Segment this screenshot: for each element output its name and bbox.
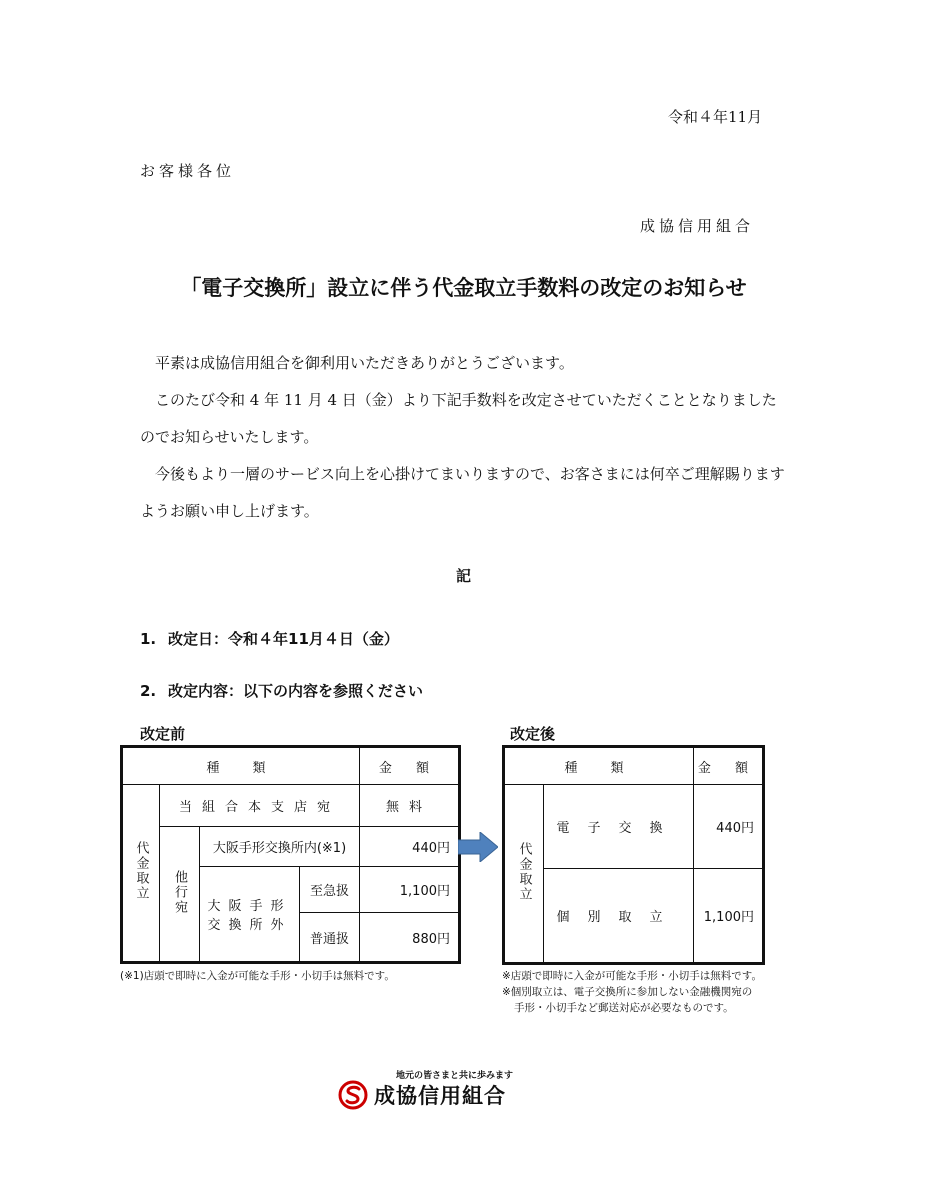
before-caption: 改定前 [140,725,186,743]
company-logo [338,1068,558,1113]
body-paragraph-1: 平素は成協信用組合を御利用いただきありがとうございます。 [155,354,574,372]
row-osaka-out: 大阪手形交換所外 [200,867,300,963]
fee-electronic: 440円 [694,785,764,869]
fee-table-before [120,745,461,964]
row-own-bank: 当組合本支店宛 [160,785,360,827]
note-before: (※1)店頭で即時に入金が可能な手形・小切手は無料です。 [120,970,395,982]
item-revision-content: 2. 改定内容：以下の内容を参照ください [140,682,424,700]
note-after [502,968,762,1016]
note-after-3: 手形・小切手など郵送対応が必要なものです。 [514,1002,734,1014]
arrow-right-icon [458,832,498,862]
note-after-2: ※個別取立は、電子交換所に参加しない金融機関宛の [502,986,753,998]
notice-date: 令和４年11月 [668,108,763,126]
item-revision-date: 1. 改定日：令和４年11月４日（金） [140,630,399,648]
row-individual: 個別取立 [544,869,694,964]
row-electronic: 電子交換 [544,785,694,869]
fee-own-bank: 無料 [360,785,460,827]
logo-tagline: 地元の皆さまと共に歩みます [396,1071,514,1081]
body-paragraph-3: 今後もより一層のサービス向上を心掛けてまいりますので、お客さまには何卒ご理解賜りますようお願い申し上げます。 [140,465,785,520]
header-type: 種 類 [122,747,360,785]
group-label: 代金取立 [504,785,544,964]
sender-name: 成協信用組合 [640,217,755,235]
logo-mark-icon [338,1080,368,1110]
row-urgent: 至急扱 [300,867,360,913]
notice-title: 「電子交換所」設立に伴う代金取立手数料の改定のお知らせ [180,276,747,300]
fee-urgent: 1,100円 [360,867,460,913]
ki-heading: 記 [455,567,471,585]
note-after-1: ※店頭で即時に入金が可能な手形・小切手は無料です。 [502,970,762,982]
body-paragraph-2: このたび令和 4 年 11 月 4 日（金）より下記手数料を改定させていただくこととなりましたのでお知らせいたします。 [140,391,777,446]
fee-normal: 880円 [360,913,460,963]
addressee: お客様各位 [140,162,236,180]
fee-osaka-in: 440円 [360,827,460,867]
fee-individual: 1,100円 [694,869,764,964]
header-type: 種 類 [504,747,694,785]
notice-body [140,345,790,530]
header-amount: 金 額 [694,747,764,785]
logo-name: 成協信用組合 [374,1084,506,1108]
header-amount: 金 額 [360,747,460,785]
row-normal: 普通扱 [300,913,360,963]
fee-table-after [502,745,765,965]
row-osaka-in: 大阪手形交換所内(※1) [200,827,360,867]
other-bank-label: 他行宛 [160,827,200,963]
group-label: 代金取立 [122,785,160,963]
after-caption: 改定後 [510,725,556,743]
